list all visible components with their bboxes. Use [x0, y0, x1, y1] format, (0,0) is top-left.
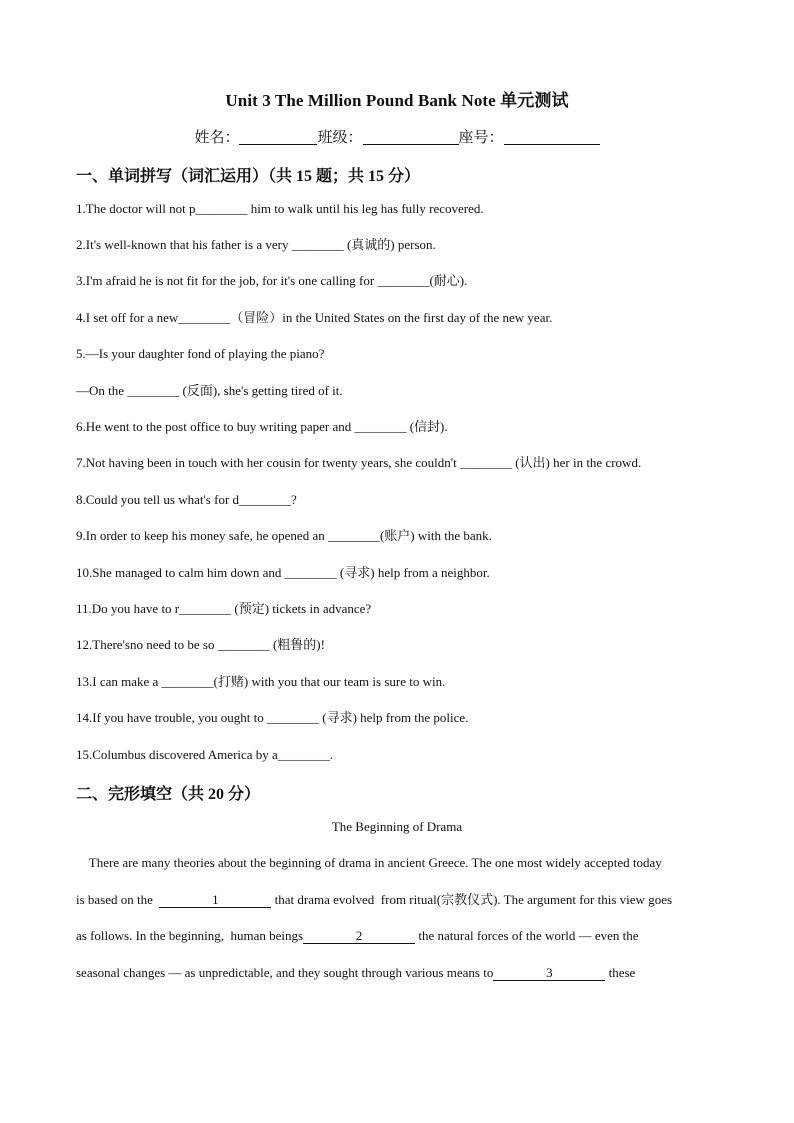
question-line: 7.Not having been in touch with her cousin for twenty years, she couldn't ________ (认出) her in the crowd. [76, 455, 642, 470]
passage-text: that drama evolved from ritual(宗教仪式). The argument for this view goes [271, 892, 673, 907]
section1-heading: 一、单词拼写（词汇运用）（共 15 题；共 15 分） [76, 168, 421, 185]
question-line: 14.If you have trouble, you ought to ________ (寻求) help from the police. [76, 710, 469, 725]
cloze-blank-2[interactable]: 2 [303, 929, 415, 944]
passage-line [76, 855, 716, 871]
passage-line [76, 928, 716, 944]
question-line: 13.I can make a ________(打赌) with you that our team is sure to win. [76, 674, 446, 689]
passage-line [76, 892, 716, 908]
question-line: 12.There'sno need to be so ________ (粗鲁的)! [76, 637, 325, 652]
question-line: 5.—Is your daughter fond of playing the piano? [76, 346, 325, 361]
question-line: 15.Columbus discovered America by a________. [76, 747, 334, 762]
question-line: 6.He went to the post office to buy writing paper and ________ (信封). [76, 419, 448, 434]
passage-text: as follows. In the beginning, human beings [76, 928, 304, 943]
seat-field[interactable] [504, 129, 600, 145]
question-line: 3.I'm afraid he is not fit for the job, for it's one calling for ________(耐心). [76, 273, 468, 288]
passage-text: these [605, 965, 636, 980]
question-line: 2.It's well-known that his father is a very ________ (真诚的) person. [76, 237, 436, 252]
name-field[interactable] [239, 129, 317, 145]
name-label: 姓名： [194, 130, 240, 146]
passage-title: The Beginning of Drama [331, 819, 463, 834]
cloze-blank-1[interactable]: 1 [159, 893, 271, 908]
question-line: 9.In order to keep his money safe, he opened an ________(账户) with the bank. [76, 528, 492, 543]
question-line: 8.Could you tell us what's for d________? [76, 492, 297, 507]
section2-heading: 二、完形填空（共 20 分） [76, 786, 261, 803]
passage-text: seasonal changes — as unpredictable, and they sought through various means to [76, 965, 494, 980]
page-title: Unit 3 The Million Pound Bank Note 单元测试 [225, 91, 569, 110]
cloze-blank-3[interactable]: 3 [493, 966, 605, 981]
passage-line [76, 965, 716, 981]
question-line: 11.Do you have to r________ (预定) tickets in advance? [76, 601, 372, 616]
passage-text: There are many theories about the beginning of drama in ancient Greece. The one most widely accepted today [76, 855, 662, 870]
question-line: 1.The doctor will not p________ him to walk until his leg has fully recovered. [76, 201, 484, 216]
question-line: —On the ________ (反面), she's getting tired of it. [76, 383, 343, 398]
passage-text: the natural forces of the world — even the [415, 928, 639, 943]
question-line: 10.She managed to calm him down and ________ (寻求) help from a neighbor. [76, 565, 490, 580]
passage-text: is based on the [76, 892, 160, 907]
class-label: 班级： [317, 130, 363, 146]
seat-label: 座号： [458, 130, 504, 146]
class-field[interactable] [363, 129, 459, 145]
student-info-line [0, 126, 794, 147]
question-line: 4.I set off for a new________（冒险）in the United States on the first day of the new year. [76, 310, 553, 325]
